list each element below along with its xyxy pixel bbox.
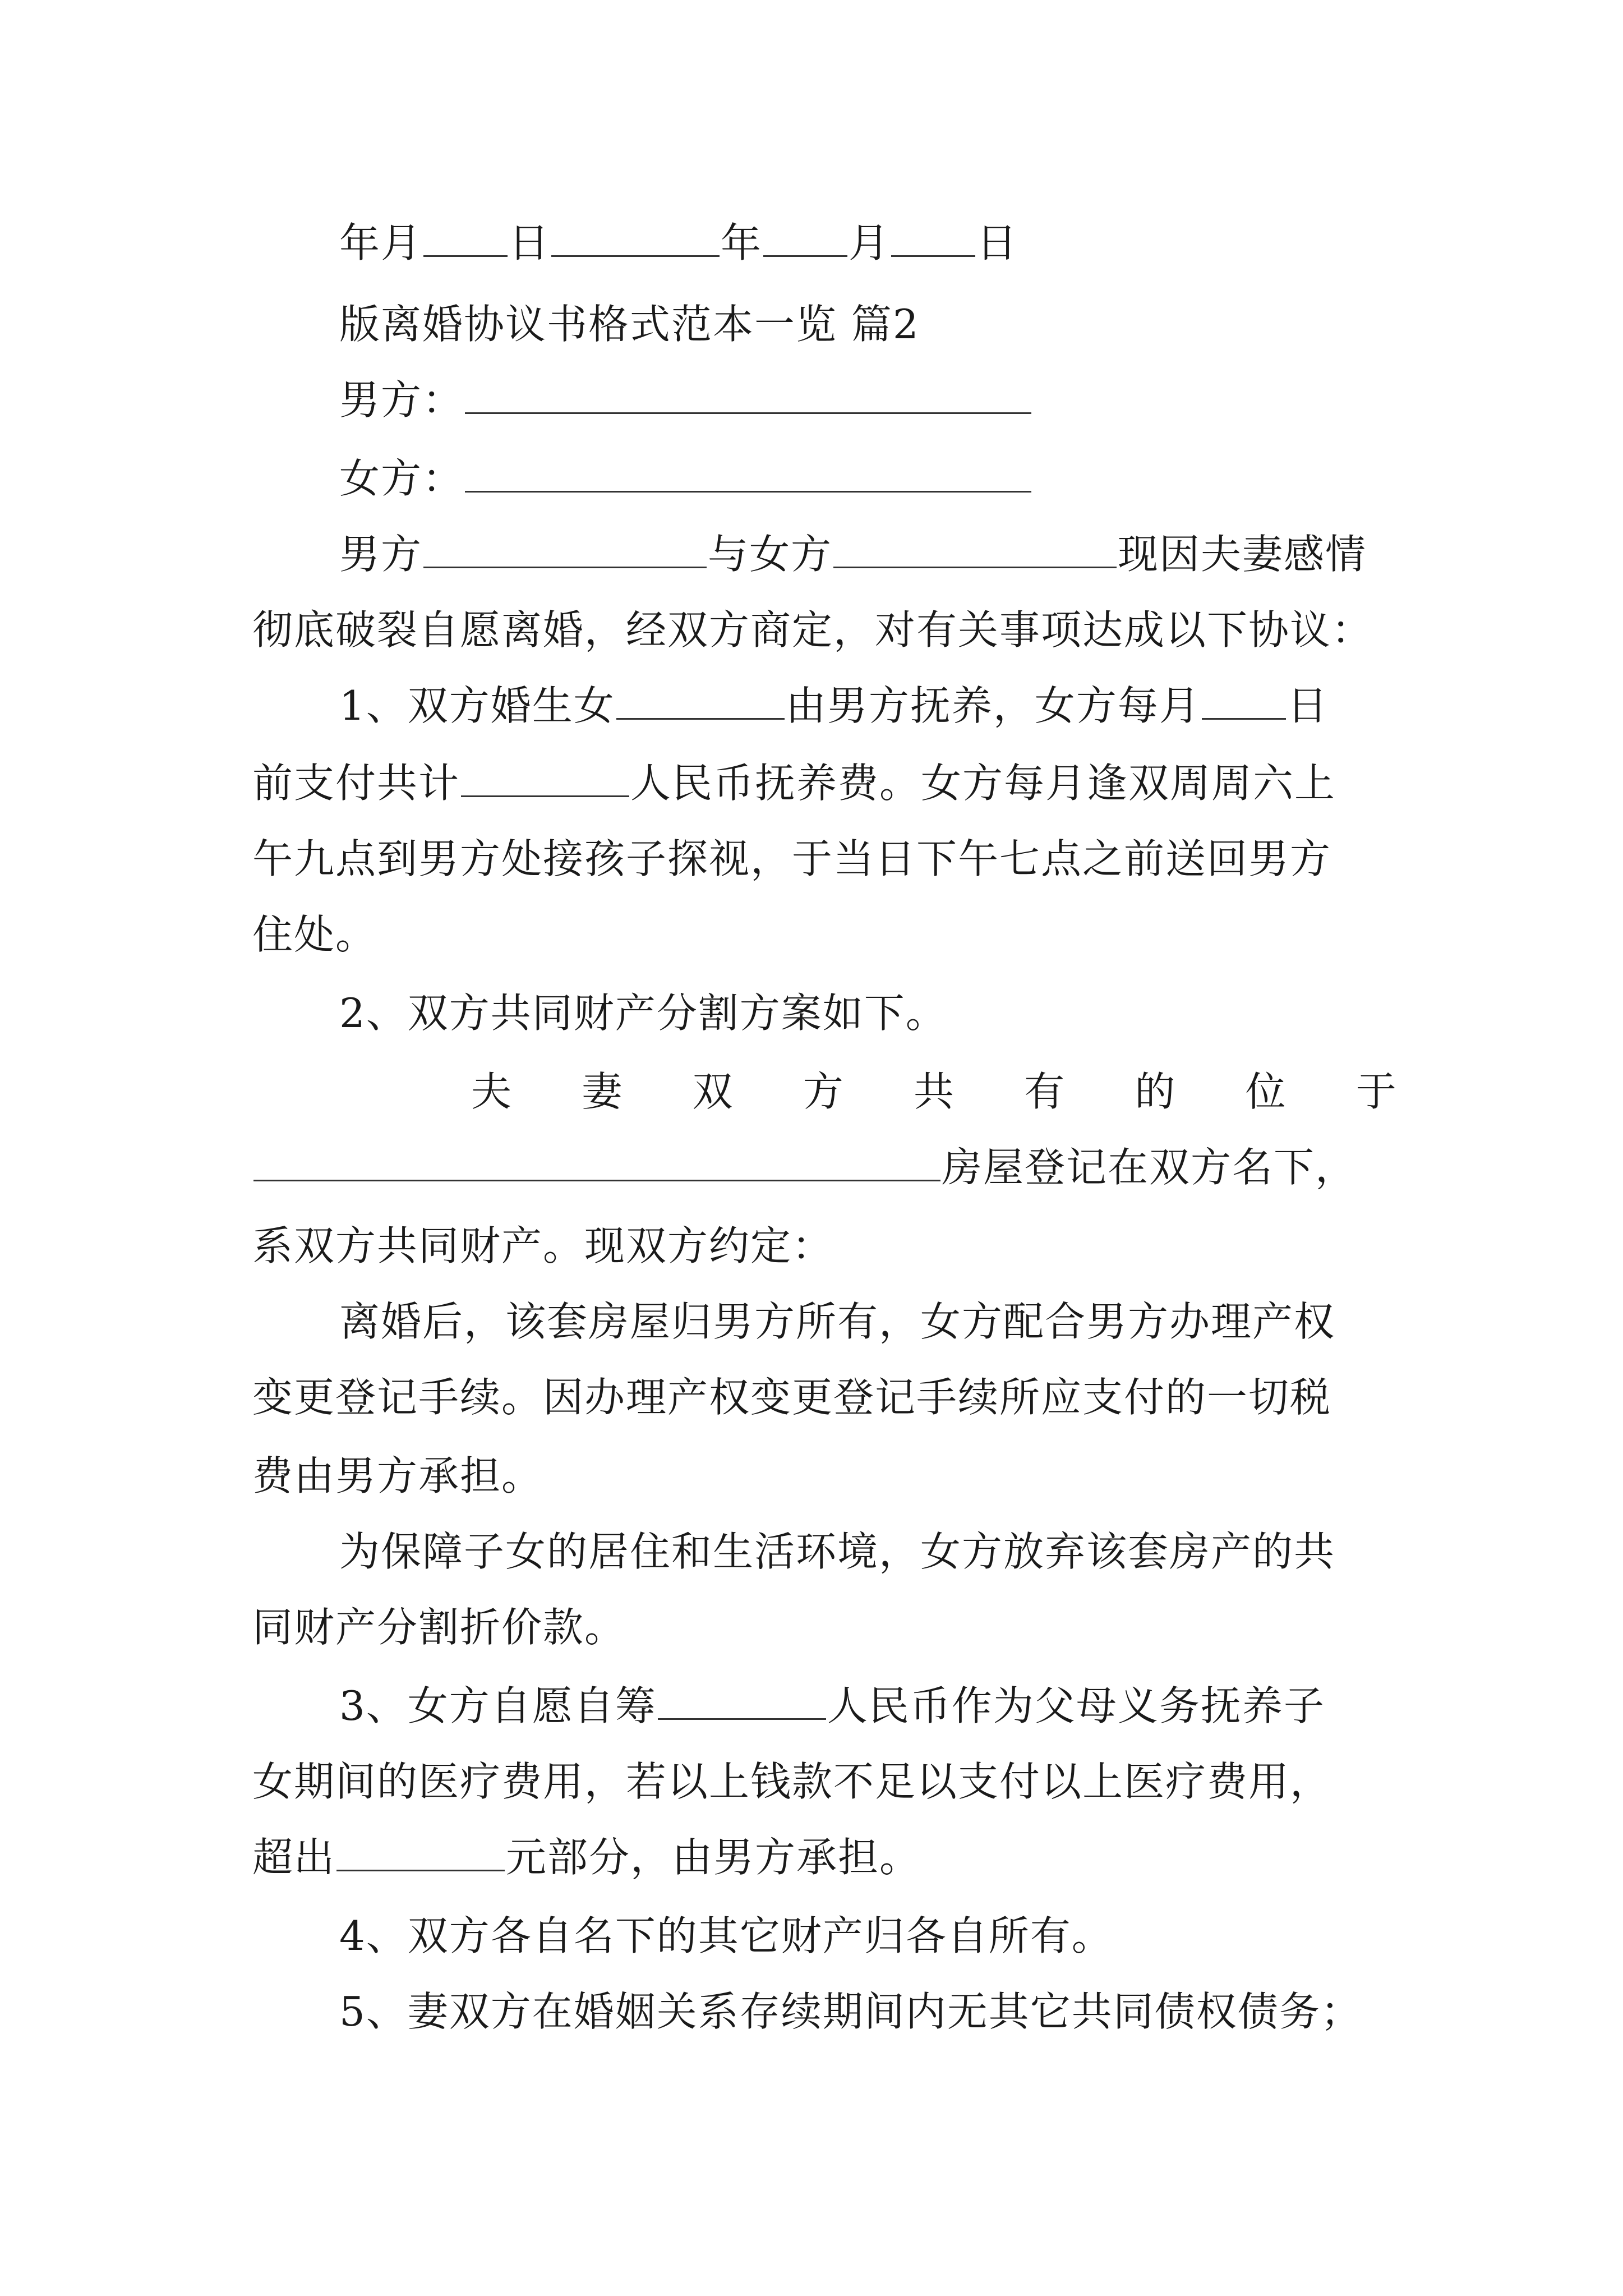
item2-spread-line: 夫 妻 双 方 共 有 的 位 于: [471, 1068, 1396, 1115]
intro-line-1: 男方 与女方 现因夫妻感情: [339, 531, 1367, 578]
female-name-blank: [465, 457, 1031, 493]
section-title: 版离婚协议书格式范本一览 篇2: [339, 301, 920, 348]
item5-line: 5、妻双方在婚姻关系存续期间内无其它共同债权债务；: [339, 1988, 1362, 2035]
intro-line-2: 彻底破裂自愿离婚，经双方商定，对有关事项达成以下协议：: [252, 606, 1373, 654]
blank-field: [763, 222, 847, 257]
item2-line-8: 同财产分割折价款。: [252, 1604, 626, 1651]
item2-line-5: 变更登记手续。因办理产权变更登记手续所应支付的一切税: [252, 1374, 1332, 1421]
item3-line-2: 女期间的医疗费用，若以上钱款不足以支付以上医疗费用，: [252, 1758, 1332, 1805]
address-blank: [253, 1146, 940, 1181]
item3-line-3: 超出 元部分，由男方承担。: [252, 1834, 921, 1881]
blank-field: [423, 222, 508, 257]
blank-field: [1202, 684, 1286, 720]
blank-field: [423, 533, 707, 568]
blank-field: [616, 684, 785, 720]
blank-field: [336, 1836, 505, 1871]
item1-line-3: 午九点到男方处接孩子探视，于当日下午七点之前送回男方: [252, 835, 1332, 882]
item2-line-7: 为保障子女的居住和生活环境，女方放弃该套房产的共: [339, 1528, 1336, 1575]
item2-line-6: 费由男方承担。: [252, 1452, 543, 1499]
item1-line-1: 1、双方婚生女 由男方抚养，女方每月 日: [339, 682, 1329, 729]
blank-field: [658, 1685, 826, 1720]
item2-heading: 2、双方共同财产分割方案如下。: [339, 990, 947, 1037]
item2-line-3: 系双方共同财产。现双方约定：: [252, 1222, 834, 1269]
male-name-blank: [465, 379, 1031, 414]
male-party-line: 男方：: [339, 361, 1396, 439]
item1-line-2: 前支付共计 人民币抚养费。女方每月逢双周周六上: [252, 760, 1336, 807]
item2-line-2: 房屋登记在双方名下，: [252, 1128, 1396, 1207]
item2-line-4: 离婚后，该套房屋归男方所有，女方配合男方办理产权: [339, 1298, 1336, 1345]
blank-field: [461, 762, 629, 797]
item1-line-4: 住处。: [252, 911, 377, 958]
blank-field: [551, 222, 720, 257]
item3-line-1: 3、女方自愿自筹 人民币作为父母义务抚养子: [339, 1682, 1325, 1729]
item4-line: 4、双方各自名下的其它财产归各自所有。: [339, 1912, 1113, 1959]
blank-field: [891, 222, 975, 257]
date-line: 年月 日 年 月 日: [339, 219, 1018, 266]
female-party-line: 女方：: [339, 439, 1396, 518]
blank-field: [833, 533, 1117, 568]
